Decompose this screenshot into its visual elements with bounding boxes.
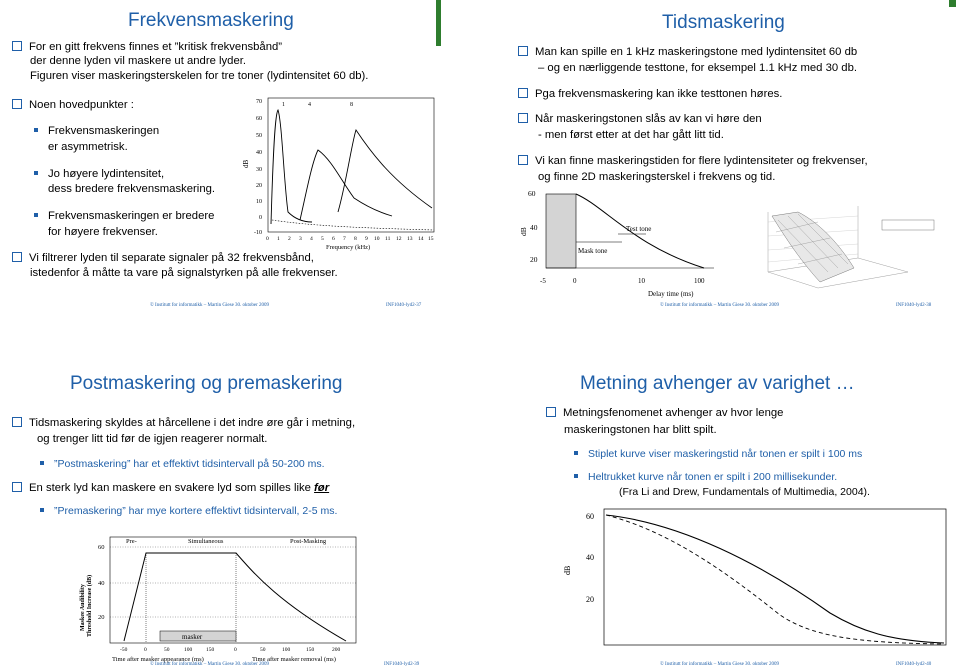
bullet-3: Vi filtrerer lyden til separate signaler på 32 frekvensbånd, [12, 251, 314, 265]
subbullet-1-line2: er asymmetrisk. [48, 141, 128, 153]
bullet-2: Pga frekvensmaskering kan ikke testtonen høres. [518, 87, 782, 101]
footer-left: © Institutt for informatikk – Martin Giese 30. oktober 2009 [150, 303, 270, 308]
bullet-3: Når maskeringstonen slås av kan vi høre den [518, 112, 762, 126]
svg-text:14: 14 [418, 236, 424, 242]
svg-text:10: 10 [374, 236, 380, 242]
frequency-masking-figure [242, 94, 438, 254]
svg-text:20: 20 [98, 614, 105, 621]
svg-text:100: 100 [184, 647, 193, 653]
svg-text:7: 7 [343, 236, 346, 242]
subbullet-1: Stiplet kurve viser maskeringstid når tonen er spilt i 100 ms [574, 447, 862, 461]
square-bullet-icon [574, 451, 578, 455]
svg-text:200: 200 [332, 647, 341, 653]
svg-text:2: 2 [288, 236, 291, 242]
checkbox-bullet-icon [12, 482, 22, 492]
square-bullet-icon [574, 474, 578, 478]
bullet-1-line2: og trenger litt tid før de igjen reagerer normalt. [37, 433, 268, 445]
svg-text:60: 60 [98, 544, 105, 551]
svg-text:Pre-: Pre- [126, 538, 137, 545]
corner-mark [949, 0, 956, 7]
fig-tone-labels [282, 102, 353, 108]
pre-post-masking-figure [76, 531, 366, 667]
slide-tidsmaskering [512, 0, 959, 318]
svg-text:9: 9 [365, 236, 368, 242]
subbullet-2: Heltrukket kurve når tonen er spilt i 200 millisekunder. [574, 470, 837, 484]
svg-text:-5: -5 [540, 277, 546, 285]
svg-text:Simultaneous: Simultaneous [188, 538, 224, 545]
footer-right: INF1040-lyd2-37 [386, 303, 422, 308]
fig-xticks [266, 236, 434, 242]
slide-frekvensmaskering [0, 0, 446, 318]
bullet-3-line2: - men først etter at det har gått litt tid. [538, 129, 724, 141]
svg-text:Threshold Increase (dB): Threshold Increase (dB) [87, 574, 93, 637]
svg-text:4: 4 [308, 102, 311, 108]
svg-text:100: 100 [282, 647, 291, 653]
svg-text:Time after masker appearance (: Time after masker appearance (ms) [112, 656, 204, 663]
svg-text:50: 50 [260, 647, 266, 653]
svg-text:8: 8 [350, 102, 353, 108]
checkbox-bullet-icon [12, 41, 22, 51]
bullet-4-line2: og finne 2D maskeringsterskel i frekvens og tid. [538, 171, 776, 183]
slide-metning [512, 363, 959, 671]
bullet-1: Metningsfenomenet avhenger av hvor lenge [546, 406, 783, 420]
svg-text:10: 10 [638, 277, 645, 285]
svg-text:0: 0 [234, 647, 237, 653]
svg-text:-10: -10 [254, 230, 262, 236]
subbullet-1: ”Postmaskering” har et effektivt tidsintervall på 50-200 ms. [40, 457, 325, 471]
bullet-1: For en gitt frekvens finnes et ”kritisk frekvensbånd” [12, 40, 282, 54]
bullet-2: En sterk lyd kan maskere en svakere lyd som spilles like før [12, 481, 329, 495]
bullet-2: Noen hovedpunkter : [12, 98, 134, 112]
svg-text:150: 150 [306, 647, 315, 653]
footer-left: © Institutt for informatikk – Martin Giese 30. oktober 2009 [660, 303, 780, 308]
fig-test-tone: Test tone [626, 225, 652, 233]
svg-text:0: 0 [144, 647, 147, 653]
svg-text:40: 40 [530, 223, 538, 232]
subbullet-2: ”Premaskering” har mye kortere effektivt tidsintervall, 2-5 ms. [40, 504, 337, 518]
bullet-1: Man kan spille en 1 kHz maskeringstone med lydintensitet 60 db [518, 45, 857, 59]
duration-saturation-figure [560, 503, 952, 653]
footer-left: © Institutt for informatikk – Martin Giese 30. oktober 2009 [150, 662, 270, 667]
square-bullet-icon [34, 171, 38, 175]
svg-text:70: 70 [256, 99, 262, 105]
accent-bar [436, 0, 441, 46]
footer-right: INF1040-lyd2-38 [896, 303, 932, 308]
fig-xlabel: Frequency (kHz) [326, 244, 371, 251]
svg-text:8: 8 [354, 236, 357, 242]
checkbox-bullet-icon [12, 252, 22, 262]
svg-text:20: 20 [256, 183, 262, 189]
checkbox-bullet-icon [518, 88, 528, 98]
square-bullet-icon [40, 461, 44, 465]
svg-text:60: 60 [256, 116, 262, 122]
svg-text:40: 40 [98, 580, 105, 587]
fig-ylabel: dB [242, 159, 250, 168]
svg-text:5: 5 [321, 236, 324, 242]
svg-text:40: 40 [586, 553, 594, 562]
svg-text:1: 1 [282, 102, 285, 108]
fig-ylabel: dB [563, 565, 572, 575]
fig-mask-tone: Mask tone [578, 247, 608, 255]
svg-text:40: 40 [256, 150, 262, 156]
subbullet-2-line2: dess bredere frekvensmaskering. [48, 183, 216, 195]
bullet-4: Vi kan finne maskeringstiden for flere lydintensiteter og frekvenser, [518, 154, 868, 168]
checkbox-bullet-icon [518, 155, 528, 165]
checkbox-bullet-icon [518, 46, 528, 56]
checkbox-bullet-icon [12, 99, 22, 109]
svg-text:13: 13 [407, 236, 413, 242]
svg-text:15: 15 [428, 236, 434, 242]
subbullet-3-line2: for høyere frekvenser. [48, 226, 158, 238]
square-bullet-icon [34, 128, 38, 132]
time-masking-figure [514, 186, 764, 302]
masking-surface-3d-figure [758, 202, 944, 296]
slide-postmaskering [0, 363, 446, 671]
svg-text:60: 60 [528, 189, 536, 198]
svg-text:30: 30 [256, 167, 262, 173]
subbullet-2: Jo høyere lydintensitet, [34, 167, 164, 181]
bullet-1-line2: maskeringstonen har blitt spilt. [564, 424, 717, 436]
fig-masker: masker [182, 633, 203, 641]
svg-text:Post-Masking: Post-Masking [290, 538, 327, 545]
bullet-3-line2: istedenfor å måtte ta vare på signalstyrken på alle frekvenser. [30, 267, 338, 279]
svg-text:1: 1 [277, 236, 280, 242]
subbullet-2-line2: (Fra Li and Drew, Fundamentals of Multimedia, 2004). [619, 486, 870, 498]
svg-text:12: 12 [396, 236, 402, 242]
fig-ylabel: dB [519, 227, 528, 236]
svg-text:100: 100 [694, 277, 705, 285]
footer-right: INF1040-lyd2-39 [384, 662, 420, 667]
svg-text:0: 0 [259, 215, 262, 221]
slide-title: Metning avhenger av varighet … [580, 373, 855, 394]
slide-title: Frekvensmaskering [128, 10, 294, 31]
svg-text:11: 11 [385, 236, 391, 242]
bullet-1-line3: Figuren viser maskeringsterskelen for tre toner (lydintensitet 60 db). [30, 70, 369, 82]
fig-yticks [254, 99, 262, 236]
svg-text:50: 50 [256, 133, 262, 139]
fig-xlabel: Delay time (ms) [648, 290, 694, 298]
svg-text:150: 150 [206, 647, 215, 653]
svg-text:6: 6 [332, 236, 335, 242]
subbullet-1: Frekvensmaskeringen [34, 124, 159, 138]
svg-text:0: 0 [573, 277, 577, 285]
checkbox-bullet-icon [12, 417, 22, 427]
bullet-1: Tidsmaskering skyldes at hårcellene i det indre øre går i metning, [12, 416, 355, 430]
slide-title: Tidsmaskering [662, 12, 785, 33]
svg-text:3: 3 [299, 236, 302, 242]
subbullet-3: Frekvensmaskeringen er bredere [34, 209, 214, 223]
svg-text:Maskee Audibility: Maskee Audibility [80, 584, 86, 631]
slide-title: Postmaskering og premaskering [70, 373, 343, 394]
svg-text:-50: -50 [120, 647, 128, 653]
bullet-1-line2: der denne lyden vil maskere ut andre lyder. [30, 55, 247, 67]
svg-text:20: 20 [530, 255, 538, 264]
svg-text:4: 4 [310, 236, 313, 242]
svg-text:60: 60 [586, 512, 594, 521]
footer-left: © Institutt for informatikk – Martin Giese 30. oktober 2009 [660, 662, 780, 667]
svg-text:Time after masker removal (ms): Time after masker removal (ms) [252, 656, 336, 663]
square-bullet-icon [40, 508, 44, 512]
svg-text:50: 50 [164, 647, 170, 653]
bullet-1-line2: – og en nærliggende testtone, for eksempel 1.1 kHz med 30 db. [538, 62, 858, 74]
checkbox-bullet-icon [518, 113, 528, 123]
footer-right: INF1040-lyd2-40 [896, 662, 932, 667]
svg-text:0: 0 [266, 236, 269, 242]
svg-text:10: 10 [256, 199, 262, 205]
svg-text:20: 20 [586, 595, 594, 604]
square-bullet-icon [34, 213, 38, 217]
checkbox-bullet-icon [546, 407, 556, 417]
